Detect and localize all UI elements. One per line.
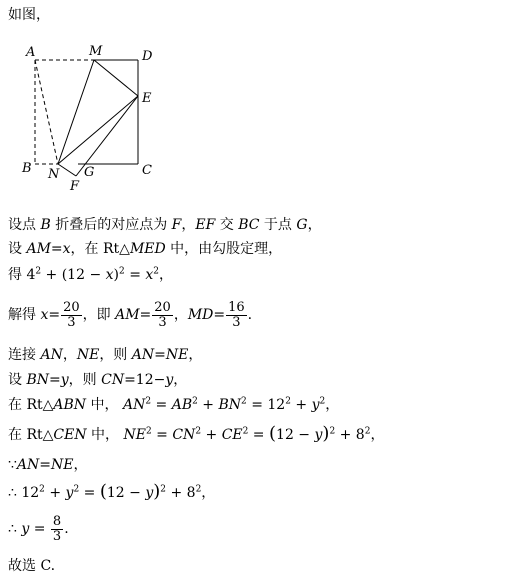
- t: NE: [76, 347, 100, 363]
- answer-line: 故选 C.: [8, 558, 56, 574]
- t: 12 −: [106, 485, 146, 501]
- t: ，: [73, 457, 88, 473]
- t: 设点: [8, 217, 41, 233]
- t: 2: [242, 426, 249, 437]
- t: CEN: [53, 427, 87, 443]
- fraction: [152, 301, 173, 330]
- t: ): [113, 267, 120, 283]
- t: (: [99, 481, 107, 502]
- t: 连接: [8, 347, 41, 363]
- solution-line-9: [8, 456, 88, 474]
- t: =: [151, 397, 172, 413]
- t: 2: [119, 266, 125, 277]
- t: 在 Rt△: [8, 397, 54, 413]
- t: CN: [101, 372, 125, 388]
- t: 在 Rt△: [8, 427, 54, 443]
- t: 交: [215, 217, 239, 233]
- t: y: [145, 485, 154, 501]
- label-c: C: [142, 163, 152, 178]
- t: ，: [173, 307, 188, 323]
- t: 解得: [8, 307, 41, 323]
- t: B: [40, 217, 51, 233]
- geometry-figure: [18, 40, 168, 192]
- t: ∴: [8, 521, 22, 537]
- t: ∵: [8, 457, 17, 473]
- t: EF: [195, 217, 216, 233]
- t: =: [154, 347, 166, 363]
- t: AN: [122, 397, 146, 413]
- solution-line-11: [8, 514, 69, 544]
- t: 2: [145, 426, 152, 437]
- t: G: [296, 217, 308, 233]
- t: ，即: [82, 307, 116, 323]
- t: 中，: [86, 427, 124, 443]
- t: F: [171, 217, 182, 233]
- t: 3: [232, 314, 241, 330]
- t: 于点: [259, 217, 297, 233]
- t: = 12: [246, 397, 286, 413]
- t: 2: [192, 396, 198, 407]
- t: NE: [51, 457, 74, 473]
- t: ，: [370, 427, 385, 443]
- t: 得 4: [8, 267, 36, 283]
- t: + (12 −: [41, 267, 106, 283]
- solution-line-5: [8, 346, 202, 364]
- label-d: D: [142, 49, 153, 64]
- t: =: [79, 485, 100, 501]
- t: ): [322, 423, 330, 444]
- t: AN: [16, 457, 40, 473]
- t: 2: [145, 396, 152, 407]
- t: ，: [159, 267, 174, 283]
- t: ∴ 12: [8, 485, 40, 501]
- t: 3: [67, 314, 76, 330]
- intro-text: 如图，: [8, 7, 50, 23]
- t: =: [151, 427, 173, 443]
- t: 2: [160, 484, 167, 495]
- solution-line-3: [8, 266, 173, 284]
- t: 设: [8, 241, 27, 257]
- t: AM: [26, 241, 51, 257]
- t: =: [124, 267, 146, 283]
- label-m: M: [89, 44, 103, 59]
- t: (: [269, 423, 277, 444]
- t: +: [201, 427, 222, 443]
- t: ，则: [99, 347, 132, 363]
- t: 3: [52, 528, 62, 544]
- t: x: [105, 267, 114, 283]
- t: +: [44, 485, 66, 501]
- t: =: [29, 521, 50, 537]
- t: + 8: [335, 427, 365, 443]
- solution-line-10: [8, 481, 216, 502]
- t: AN: [40, 347, 63, 363]
- t: 2: [153, 266, 160, 277]
- t: x: [40, 307, 49, 323]
- t: ABN: [53, 397, 87, 413]
- fraction: [61, 301, 82, 330]
- t: ，: [62, 347, 77, 363]
- t: 12 −: [276, 427, 315, 443]
- fraction: [226, 301, 247, 330]
- t: =: [50, 241, 63, 257]
- t: 中，由勾股定理，: [165, 241, 283, 257]
- t: NE: [165, 347, 189, 363]
- t: y: [165, 372, 174, 388]
- t: BN: [26, 372, 49, 388]
- t: 2: [39, 484, 45, 495]
- t: ，: [173, 372, 188, 388]
- t: +: [290, 397, 312, 413]
- t: 2: [319, 396, 326, 407]
- label-g: G: [84, 165, 95, 180]
- t: 2: [73, 484, 80, 495]
- t: 2: [35, 266, 42, 277]
- t: AN: [131, 347, 155, 363]
- solution-line-8: [8, 423, 385, 444]
- solution-line-6: [8, 371, 187, 389]
- t: ，: [307, 217, 322, 233]
- t: 2: [364, 426, 371, 437]
- solution-line-7: [8, 396, 339, 414]
- t: =: [213, 307, 226, 323]
- t: x: [62, 241, 71, 257]
- t: 设: [8, 372, 27, 388]
- t: 2: [195, 484, 202, 495]
- t: BC: [238, 217, 260, 233]
- t: ，: [181, 217, 196, 233]
- label-n: N: [48, 167, 60, 182]
- t: 20: [63, 299, 80, 315]
- t: +: [197, 397, 219, 413]
- t: y: [311, 397, 320, 413]
- t: 折叠后的对应点为: [50, 217, 172, 233]
- t: =12−: [124, 372, 166, 388]
- label-a: A: [26, 45, 36, 60]
- solution-line-4: [8, 300, 252, 330]
- t: y: [314, 427, 323, 443]
- t: y: [21, 521, 30, 537]
- t: CE: [221, 427, 243, 443]
- t: MED: [129, 241, 166, 257]
- t: 20: [154, 299, 171, 315]
- t: 8: [52, 513, 62, 529]
- t: MD: [187, 307, 214, 323]
- label-b: B: [22, 161, 32, 176]
- t: NE: [123, 427, 146, 443]
- t: ，: [325, 397, 340, 413]
- t: ): [153, 481, 161, 502]
- t: 2: [195, 426, 202, 437]
- t: + 8: [166, 485, 196, 501]
- solution-line-1: [8, 216, 322, 234]
- solution-line-2: [8, 240, 282, 258]
- segment-me: [94, 60, 138, 96]
- t: 中，: [86, 397, 123, 413]
- t: BN: [218, 397, 242, 413]
- t: 3: [158, 314, 167, 330]
- t: .: [247, 307, 253, 323]
- t: =: [48, 307, 61, 323]
- t: 2: [329, 426, 336, 437]
- t: CN: [172, 427, 196, 443]
- t: =: [39, 457, 52, 473]
- t: 2: [285, 396, 291, 407]
- t: =: [139, 307, 152, 323]
- label-e: E: [142, 91, 152, 106]
- segment-nf: [58, 164, 76, 176]
- t: y: [65, 485, 74, 501]
- t: x: [145, 267, 154, 283]
- t: ，: [201, 485, 216, 501]
- t: .: [64, 521, 69, 537]
- t: ，则: [68, 372, 102, 388]
- t: 2: [241, 396, 247, 407]
- t: ，: [188, 347, 203, 363]
- t: =: [49, 372, 61, 388]
- fraction: [51, 515, 63, 544]
- t: =: [248, 427, 269, 443]
- t: ，在 Rt△: [70, 241, 130, 257]
- t: 16: [228, 299, 245, 315]
- t: y: [60, 372, 69, 388]
- t: AB: [171, 397, 193, 413]
- label-f: F: [70, 179, 80, 192]
- segment-an-dashed: [35, 60, 58, 164]
- t: AM: [115, 307, 140, 323]
